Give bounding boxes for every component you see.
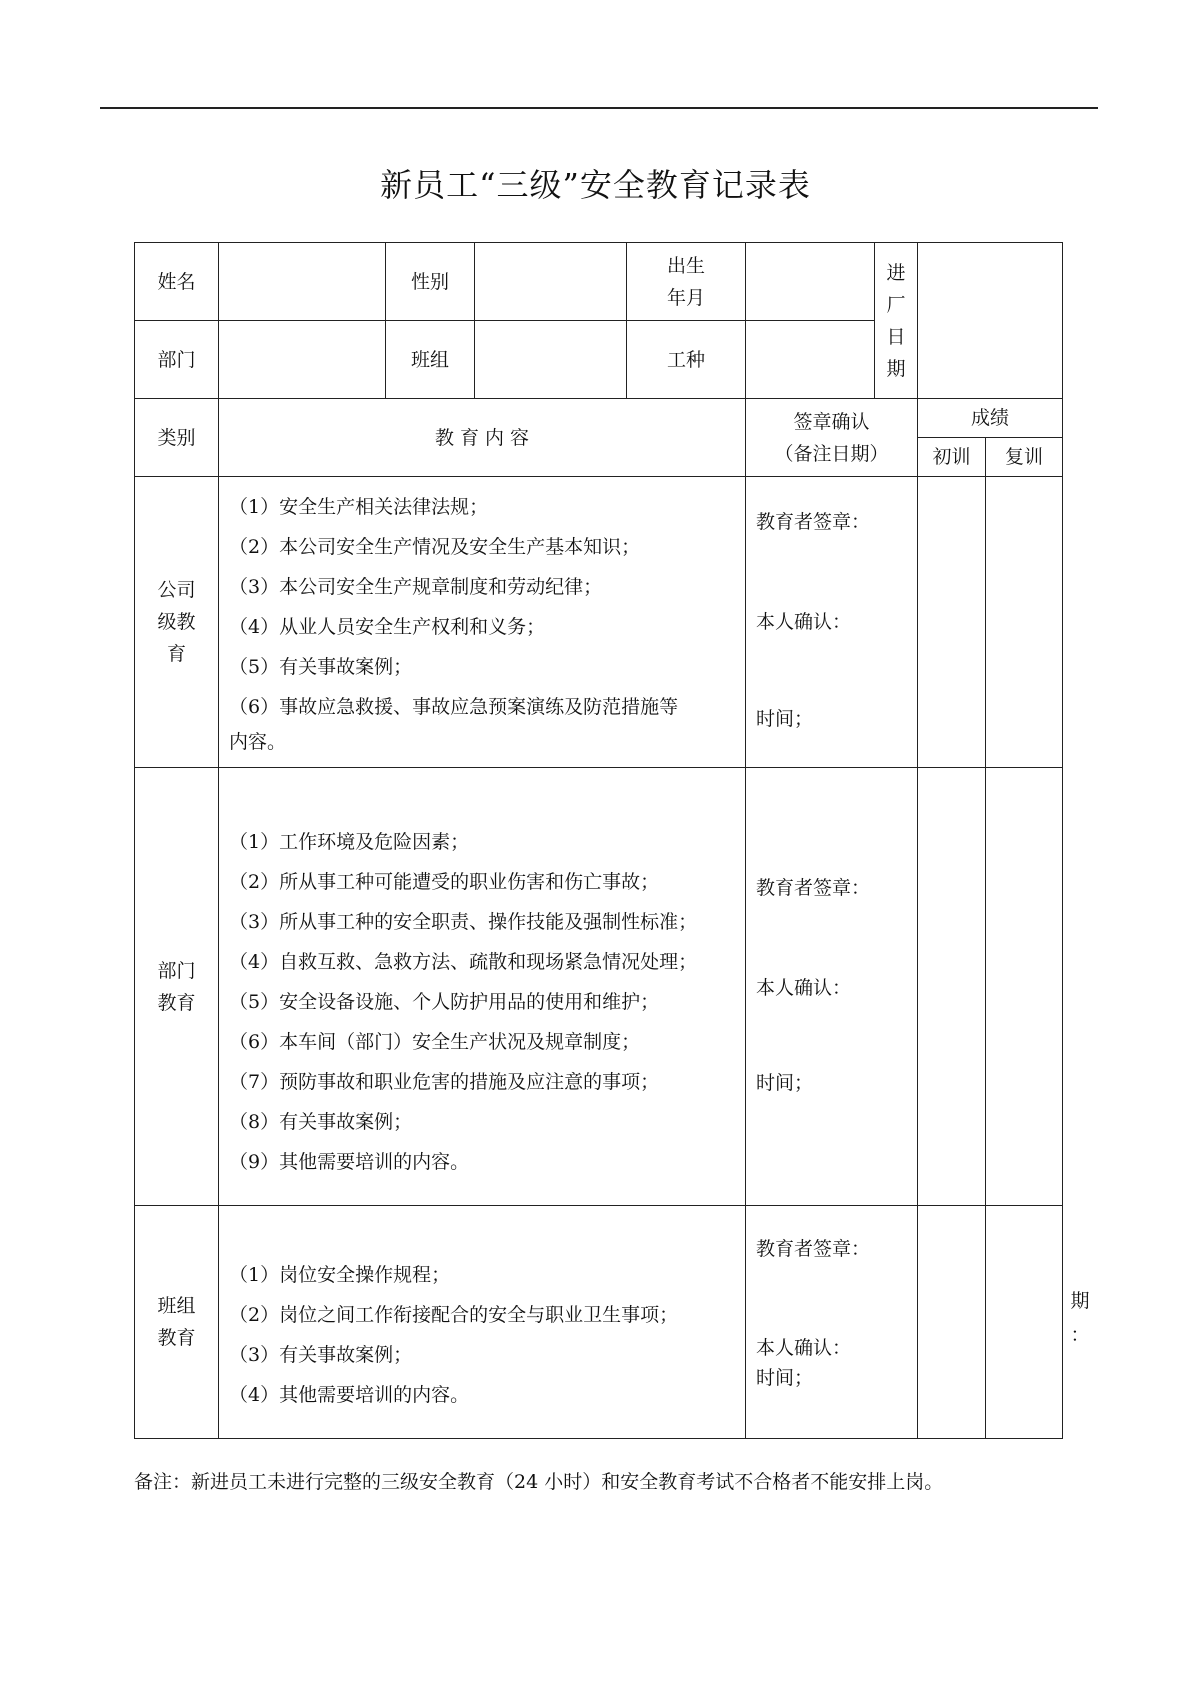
entry-date-label	[875, 243, 918, 399]
list-item: （1）工作环境及危险因素；	[229, 830, 470, 853]
team-level-retrain-score[interactable]	[986, 1206, 1063, 1439]
name-label: 姓名	[135, 243, 219, 321]
self-confirm-label: 本人确认：	[756, 1337, 852, 1359]
entry-char: 厂	[886, 293, 906, 316]
gender-field[interactable]	[475, 243, 627, 321]
dept-level-sign[interactable]	[746, 768, 918, 1206]
dept-field[interactable]	[219, 321, 386, 399]
label-line: 教育	[157, 991, 196, 1014]
dept-label: 部门	[135, 321, 219, 399]
list-item: （6）事故应急救援、事故应急预案演练及防范措施等	[229, 696, 679, 718]
job-label: 工种	[627, 321, 746, 399]
education-record-table	[134, 242, 1063, 1439]
list-item: （1）岗位安全操作规程；	[229, 1264, 451, 1286]
label-line: 部门	[157, 959, 196, 982]
team-field[interactable]	[475, 321, 627, 399]
list-item: （6）本车间（部门）安全生产状况及规章制度；	[229, 1030, 641, 1053]
list-item: （8）有关事故案例；	[229, 1110, 413, 1133]
entry-char: 日	[886, 325, 906, 348]
dept-level-retrain-score[interactable]	[986, 768, 1063, 1206]
company-level-retrain-score[interactable]	[986, 477, 1063, 768]
company-level-label	[135, 477, 219, 768]
stray-margin-text	[1069, 1284, 1091, 1352]
list-item: （3）有关事故案例；	[229, 1344, 413, 1366]
footnote: 备注：新进员工未进行完整的三级安全教育（24 小时）和安全教育考试不合格者不能安排上岗。	[134, 1471, 944, 1493]
list-item: （2）岗位之间工作衔接配合的安全与职业卫生事项；	[229, 1304, 679, 1326]
company-level-content	[219, 477, 746, 768]
label-line: 级教	[157, 611, 196, 633]
list-item: （5）安全设备设施、个人防护用品的使用和维护；	[229, 990, 660, 1013]
team-label: 班组	[386, 321, 475, 399]
list-item: （5）有关事故案例；	[229, 656, 413, 678]
team-level-content	[219, 1206, 746, 1439]
first-training-header: 初训	[918, 438, 986, 477]
company-level-sign[interactable]	[746, 477, 918, 768]
stray-char: 期	[1070, 1290, 1090, 1312]
entry-char: 期	[886, 357, 906, 380]
dept-level-label	[135, 768, 219, 1206]
dept-level-content	[219, 768, 746, 1206]
birth-label-line1: 出生	[666, 254, 705, 277]
category-header: 类别	[135, 399, 219, 477]
list-item: （3）所从事工种的安全职责、操作技能及强制性标准；	[229, 910, 698, 933]
label-line: 班组	[157, 1295, 196, 1317]
retraining-header: 复训	[986, 438, 1063, 477]
list-item: （4）其他需要培训的内容。	[229, 1384, 470, 1406]
team-level-label	[135, 1206, 219, 1439]
educator-signature-label: 教育者签章：	[756, 877, 871, 899]
educator-signature-label: 教育者签章：	[756, 511, 871, 533]
list-item: （2）本公司安全生产情况及安全生产基本知识；	[229, 536, 641, 558]
team-level-first-score[interactable]	[918, 1206, 986, 1439]
list-item: （3）本公司安全生产规章制度和劳动纪律；	[229, 576, 603, 598]
label-line: 公司	[157, 579, 196, 601]
entry-date-field[interactable]	[918, 243, 1063, 399]
page-title: 新员工“三级”安全教育记录表	[380, 166, 811, 204]
score-header: 成绩	[918, 399, 1063, 438]
educator-signature-label: 教育者签章：	[756, 1238, 871, 1260]
label-line: 育	[166, 643, 186, 665]
time-label: 时间；	[756, 1367, 814, 1389]
sign-header-line1: 签章确认	[793, 410, 870, 433]
sign-header	[746, 399, 918, 477]
company-level-first-score[interactable]	[918, 477, 986, 768]
self-confirm-label: 本人确认：	[756, 611, 852, 633]
self-confirm-label: 本人确认：	[756, 977, 852, 999]
birth-field[interactable]	[746, 243, 875, 321]
time-label: 时间；	[756, 708, 814, 730]
job-field[interactable]	[746, 321, 875, 399]
list-item: （2）所从事工种可能遭受的职业伤害和伤亡事故；	[229, 870, 660, 893]
list-item: （4）自救互救、急救方法、疏散和现场紧急情况处理；	[229, 950, 698, 973]
list-item: （4）从业人员安全生产权利和义务；	[229, 616, 546, 638]
list-item: （7）预防事故和职业危害的措施及应注意的事项；	[229, 1070, 660, 1093]
list-item: 内容。	[229, 731, 287, 753]
team-level-sign[interactable]	[746, 1206, 918, 1439]
dept-level-first-score[interactable]	[918, 768, 986, 1206]
birth-label-line2: 年月	[666, 286, 705, 309]
gender-label: 性别	[386, 243, 475, 321]
list-item: （9）其他需要培训的内容。	[229, 1150, 470, 1173]
name-field[interactable]	[219, 243, 386, 321]
birth-label	[627, 243, 746, 321]
entry-char: 进	[886, 261, 906, 284]
sign-header-line2: （备注日期）	[774, 442, 889, 465]
label-line: 教育	[157, 1327, 196, 1349]
stray-char: ：	[1070, 1324, 1090, 1346]
content-header: 教 育 内 容	[219, 399, 746, 477]
list-item: （1）安全生产相关法律法规；	[229, 496, 489, 518]
time-label: 时间；	[756, 1072, 814, 1094]
top-rule	[100, 107, 1098, 109]
